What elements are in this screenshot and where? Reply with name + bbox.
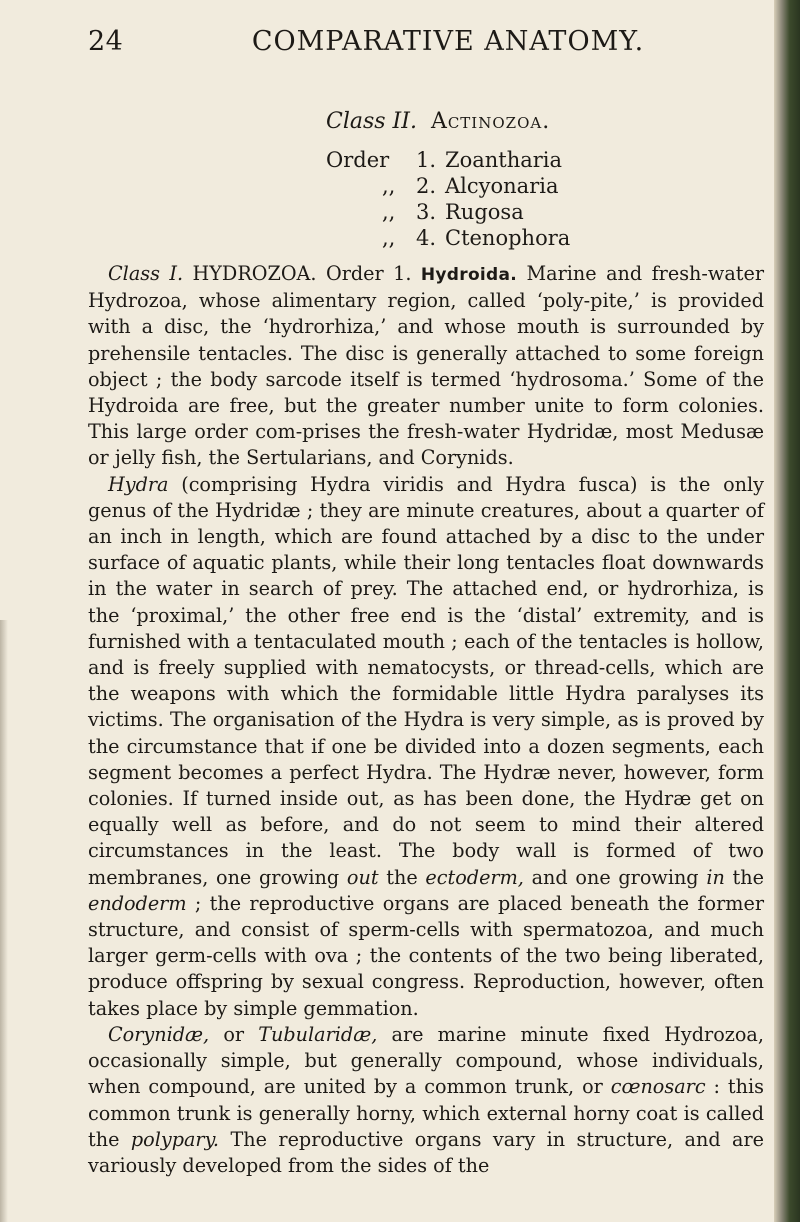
class-name: Actinozoa. <box>430 109 551 134</box>
class-label: Class II. <box>326 109 417 134</box>
in-word: in <box>706 865 725 889</box>
hydra-text-c: ; the reproductive organs are placed beneath the former structure, and consist of sperm-cells with spermatozoa, and much larger germ-cells with ova ; the contents of the two being liberated, produce offspring by sexual congress. Reproduction, however, often takes place by simple gemmation. <box>88 891 764 1020</box>
endoderm-word: endoderm <box>88 891 187 915</box>
corynidae-text-c: The reproductive organs vary in structure, and are variously developed from the sides of the <box>88 1127 764 1177</box>
order-label: ,, <box>382 226 396 250</box>
running-title: COMPARATIVE ANATOMY. <box>251 26 645 57</box>
polypary-word: polypary. <box>130 1127 219 1151</box>
class-i-label: Class I. <box>108 262 184 285</box>
order-item <box>326 147 646 173</box>
hydroida-name: Hydroida. <box>420 265 518 285</box>
out-word: out <box>346 865 379 889</box>
order-1-label: Order 1. <box>325 262 412 285</box>
corynidae-text-a: are marine minute fixed Hydrozoa, occasionally simple, but generally compound, whose individuals, when compound, are united by a common trunk, or <box>88 1022 764 1099</box>
order-item <box>326 225 646 251</box>
hydrozoa-text: Marine and fresh-water Hydrozoa, whose alimentary region, called ‘poly-pite,’ is provided with a disc, the ‘hydrorhiza,’ and whose mouth is surrounded by prehensile tentacles. The disc is generally attached to some foreign object ; the body sarcode itself is termed ‘hydrosoma.’ Some of the Hydroida are free, but the greater number unite to form colonies. This large order com-prises the fresh-water Hydridæ, most Medusæ or jelly fish, the Sertularians, and Corynids. <box>88 262 765 470</box>
page-number: 24 <box>88 26 124 57</box>
or-word: or <box>223 1022 245 1046</box>
hydra-lead: Hydra <box>108 472 169 496</box>
hydra-text-b: and one growing <box>531 865 699 889</box>
class-heading <box>326 109 550 134</box>
order-list <box>326 147 646 251</box>
order-name: Alcyonaria <box>445 174 559 198</box>
hydrozoa-name: HYDROZOA. <box>192 262 317 285</box>
order-item <box>326 199 646 225</box>
paragraph-hydra <box>88 472 764 1022</box>
order-number: 3. <box>415 200 436 224</box>
order-label: ,, <box>382 174 396 198</box>
page-edge-shadow <box>774 0 800 1222</box>
tubularidae-word: Tubularidæ, <box>258 1022 378 1046</box>
binding-shadow <box>0 620 8 1222</box>
order-number: 4. <box>415 226 436 250</box>
corynidae-text-b: : this common trunk is generally horny, which external horny coat is called the <box>88 1075 764 1151</box>
order-label: ,, <box>382 200 396 224</box>
order-number: 2. <box>415 174 436 198</box>
running-head <box>88 24 764 64</box>
order-name: Rugosa <box>445 200 524 224</box>
coenosarc-word: cœnosarc <box>610 1075 706 1099</box>
the-word-1: the <box>386 865 418 889</box>
paragraph-corynidae <box>88 1022 764 1179</box>
order-name: Ctenophora <box>445 226 571 250</box>
corynidae-lead: Corynidæ, <box>108 1022 210 1046</box>
the-word-2: the <box>732 865 764 889</box>
body-text <box>88 261 764 1179</box>
order-item <box>326 173 646 199</box>
paragraph-hydrozoa <box>88 261 764 472</box>
order-number: 1. <box>415 148 436 172</box>
order-label: Order <box>326 148 390 172</box>
hydra-text-a: (comprising Hydra viridis and Hydra fusca) is the only genus of the Hydridæ ; they are minute creatures, about a quarter of an inch in length, which are found attached by a disc to the under surface of aquatic plants, while their long tentacles float downwards in the water in search of prey. The attached end, or hydrorhiza, is the ‘proximal,’ the other free end is the ‘distal’ extremity, and is furnished with a tentaculated mouth ; each of the tentacles is hollow, and is freely supplied with nematocysts, or thread-cells, which are the weapons with which the formidable little Hydra paralyses its victims. The organisation of the Hydra is very simple, as is proved by the circumstance that if one be divided into a dozen segments, each segment becomes a perfect Hydra. The Hydræ never, however, form colonies. If turned inside out, as has been done, the Hydræ get on equally well as before, and do not seem to mind their altered circumstances in the least. The body wall is formed of two membranes, one growing <box>88 472 764 889</box>
ectoderm-word: ectoderm, <box>425 865 524 889</box>
order-name: Zoantharia <box>445 148 563 172</box>
